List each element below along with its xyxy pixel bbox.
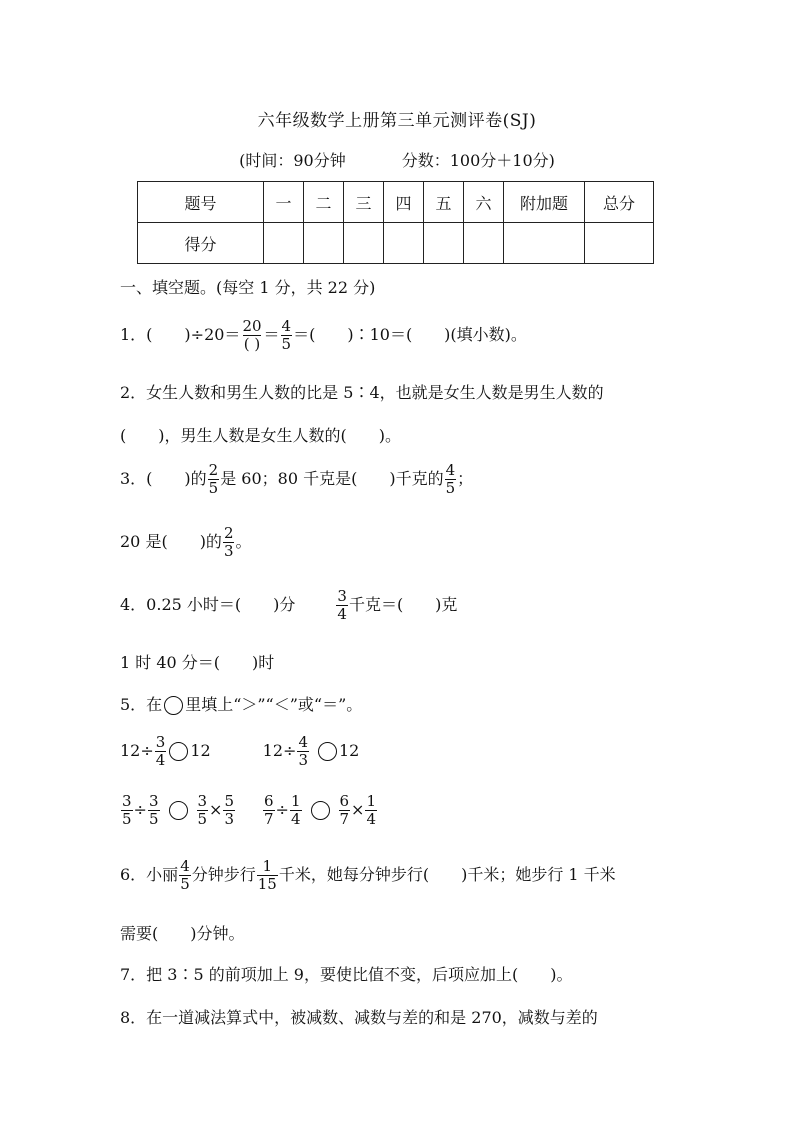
- fraction: [148, 793, 160, 828]
- numerator: 3: [337, 587, 347, 605]
- question-3-line-2: [120, 525, 252, 560]
- numerator: 3: [197, 792, 208, 810]
- header-cell: 附加题: [504, 182, 585, 223]
- question-4-line-1: [120, 588, 457, 623]
- expr-text: 12: [190, 741, 211, 760]
- q5-text-a: 5．在: [120, 695, 163, 714]
- question-1: [120, 318, 527, 353]
- q6-text-a: 6．小丽: [120, 865, 179, 884]
- header-cell: 总分: [585, 182, 654, 223]
- denominator: 5: [148, 810, 159, 828]
- numerator: 6: [264, 792, 274, 810]
- expr-text: 12: [338, 741, 360, 760]
- operator: ÷: [133, 800, 147, 819]
- score-cell[interactable]: [424, 223, 464, 264]
- fraction: [336, 588, 348, 623]
- q3-text-a: 3．( )的: [120, 469, 207, 488]
- numerator: 4: [445, 461, 456, 479]
- header-cell: 题号: [138, 182, 264, 223]
- exam-info: [0, 148, 794, 171]
- header-cell: 三: [344, 182, 384, 223]
- fraction: [339, 793, 351, 828]
- denominator: 15: [257, 875, 277, 893]
- fraction: [445, 462, 457, 497]
- denominator: 4: [290, 810, 301, 828]
- fraction: [281, 318, 293, 353]
- page-title: 六年级数学上册第三单元测评卷(SJ): [257, 111, 537, 131]
- compare-circle[interactable]: [318, 742, 337, 761]
- question-8: 8．在一道减法算式中，被减数、减数与差的和是 270，减数与差的: [120, 1008, 598, 1027]
- numerator: 2: [208, 461, 219, 479]
- section-heading: 一、填空题。(每空 1 分，共 22 分): [120, 278, 376, 297]
- fraction: [121, 793, 133, 828]
- fraction: [197, 793, 209, 828]
- q3-text-b: 是 60；80 千克是( )千克的: [220, 469, 444, 488]
- denominator: 4: [366, 810, 376, 828]
- numerator: 4: [298, 733, 308, 751]
- operator: ×: [209, 800, 223, 819]
- question-5-row-1: [120, 734, 359, 769]
- numerator: 2: [223, 524, 234, 542]
- score-table: [137, 181, 654, 264]
- fraction: [208, 462, 220, 497]
- q5-text-b: 里填上“＞”“＜”或“＝”。: [185, 695, 363, 714]
- score-cell[interactable]: [464, 223, 504, 264]
- score-cell[interactable]: [504, 223, 585, 264]
- numerator: 20: [242, 317, 262, 335]
- q4-text-a: 4．0.25 小时＝( )分: [120, 595, 296, 614]
- fraction: [223, 793, 235, 828]
- score-cell[interactable]: [384, 223, 424, 264]
- score-cell[interactable]: [264, 223, 304, 264]
- denominator: 7: [339, 810, 350, 828]
- question-6-line-1: [120, 858, 616, 893]
- denominator: 7: [264, 810, 274, 828]
- question-3-line-1: [120, 462, 473, 497]
- numerator: 4: [180, 857, 190, 875]
- denominator: 3: [223, 542, 234, 560]
- denominator: 3: [224, 810, 234, 828]
- numerator: 5: [224, 792, 234, 810]
- denominator: 4: [155, 751, 166, 769]
- denominator: 5: [197, 810, 208, 828]
- q1-text-b: ＝( )∶10＝( )(填小数)。: [293, 325, 527, 344]
- question-4-line-2: 1 时 40 分＝( )时: [120, 653, 275, 672]
- numerator: 1: [290, 792, 301, 810]
- fraction: [155, 734, 167, 769]
- denominator: 5: [445, 479, 456, 497]
- expr-text: 12÷: [120, 741, 154, 760]
- compare-circle[interactable]: [169, 742, 188, 761]
- score-row-label: 得分: [138, 223, 264, 264]
- question-6-line-2: 需要( )分钟。: [120, 924, 245, 943]
- score-cell[interactable]: [585, 223, 654, 264]
- header-cell: 五: [424, 182, 464, 223]
- question-2-line-2: ( )，男生人数是女生人数的( )。: [120, 426, 401, 445]
- score-table-score-row: [138, 223, 654, 264]
- fraction: [179, 858, 191, 893]
- q6-text-c: 千米，她每分钟步行( )千米；她步行 1 千米: [278, 865, 616, 884]
- fraction: [223, 525, 235, 560]
- numerator: 1: [262, 857, 273, 875]
- header-cell: 四: [384, 182, 424, 223]
- time-limit: (时间：90分钟: [239, 151, 346, 170]
- header-cell: 一: [264, 182, 304, 223]
- total-score: 分数：100分＋10分): [401, 151, 555, 170]
- score-cell[interactable]: [344, 223, 384, 264]
- numerator: 1: [366, 792, 376, 810]
- denominator: 3: [298, 751, 308, 769]
- expr-text: 12÷: [262, 741, 297, 760]
- compare-circle[interactable]: [311, 801, 330, 820]
- q1-text-a: 1．( )÷20＝: [120, 325, 241, 344]
- fraction: [241, 318, 262, 353]
- q6-text-b: 分钟步行: [191, 865, 256, 884]
- numerator: 3: [155, 733, 166, 751]
- denominator: ( ): [243, 335, 261, 353]
- q4-text-b: 千克＝( )克: [348, 595, 458, 614]
- denominator: 4: [337, 605, 347, 623]
- question-7: 7．把 3∶5 的前项加上 9，要使比值不变，后项应加上( )。: [120, 965, 573, 984]
- fraction: [290, 793, 302, 828]
- compare-circle[interactable]: [169, 801, 188, 820]
- fraction: [297, 734, 309, 769]
- operator: ×: [351, 800, 365, 819]
- circle-icon: [164, 696, 183, 715]
- header-cell: 六: [464, 182, 504, 223]
- score-cell[interactable]: [304, 223, 344, 264]
- fraction: [263, 793, 275, 828]
- question-2-line-1: 2．女生人数和男生人数的比是 5∶4，也就是女生人数是男生人数的: [120, 383, 604, 402]
- q3-text-e: 。: [235, 532, 252, 551]
- denominator: 5: [281, 335, 292, 353]
- denominator: 5: [208, 479, 219, 497]
- numerator: 6: [339, 792, 350, 810]
- header-cell: 二: [304, 182, 344, 223]
- fraction: [257, 858, 278, 893]
- numerator: 3: [148, 792, 159, 810]
- q3-text-c: ；: [457, 469, 474, 488]
- score-table-header-row: [138, 182, 654, 223]
- operator: ÷: [275, 800, 289, 819]
- denominator: 5: [180, 875, 190, 893]
- numerator: 3: [122, 792, 132, 810]
- numerator: 4: [281, 317, 292, 335]
- question-5-intro: [120, 692, 362, 715]
- equals-sign: ＝: [263, 325, 280, 344]
- question-5-row-2: [120, 793, 378, 828]
- q3-text-d: 20 是( )的: [120, 532, 222, 551]
- fraction: [365, 793, 377, 828]
- denominator: 5: [122, 810, 132, 828]
